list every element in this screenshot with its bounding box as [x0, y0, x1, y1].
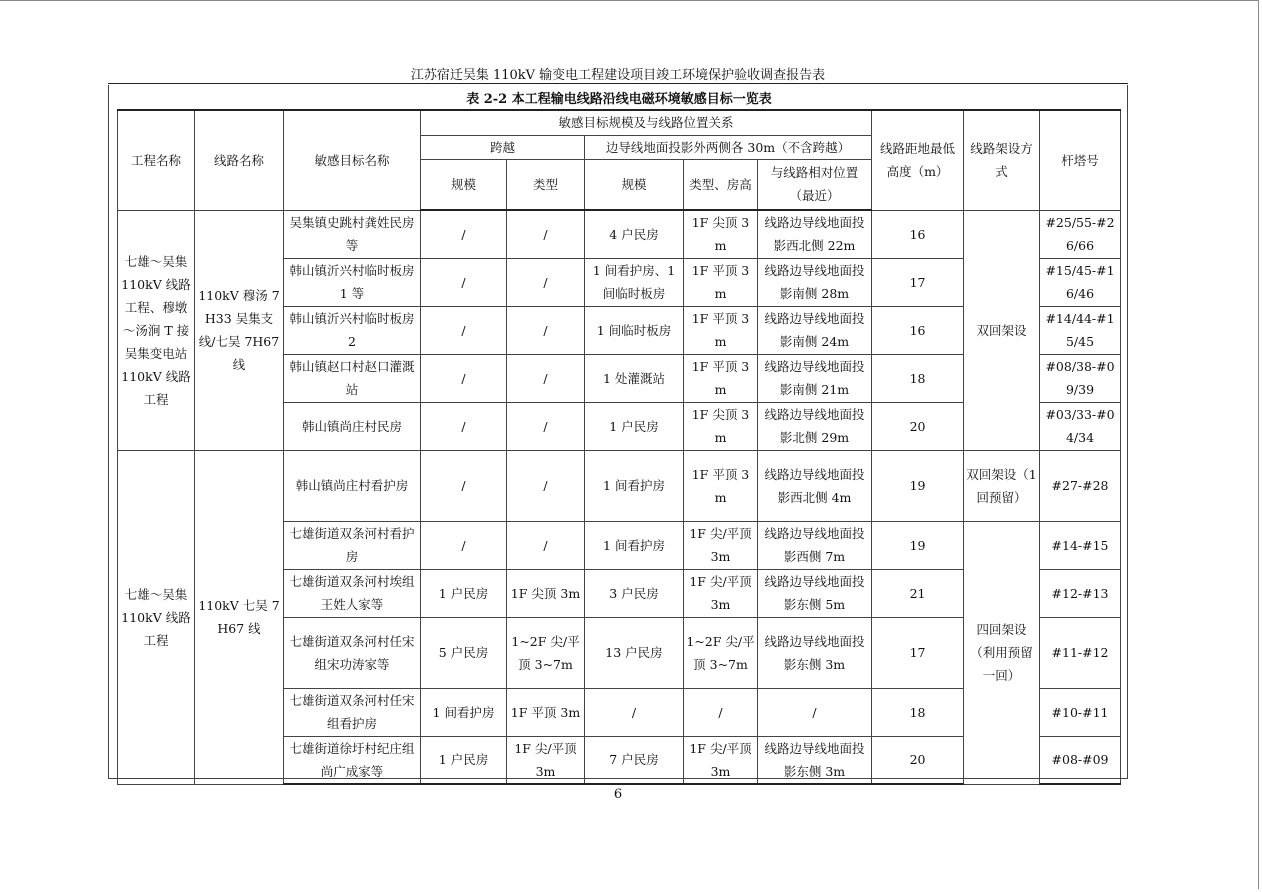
- nearby-scale-cell: 1 间看护房: [585, 450, 684, 521]
- nearby-type-cell: 1F 尖顶 3m: [684, 210, 758, 258]
- nearby-type-cell: 1F 平顶 3m: [684, 450, 758, 521]
- project-name-cell: 七雄～吴集 110kV 线路工程: [118, 450, 195, 784]
- target-cell: 韩山镇沂兴村临时板房 1 等: [284, 258, 421, 306]
- target-cell: 韩山镇赵口村赵口灌溉站: [284, 354, 421, 402]
- position-cell: 线路边导线地面投影东侧 5m: [758, 569, 872, 617]
- nearby-type-cell: 1F 平顶 3m: [684, 306, 758, 354]
- crossing-scale-cell: /: [421, 402, 507, 450]
- position-cell: 线路边导线地面投影东侧 3m: [758, 617, 872, 688]
- col-min-height-header: 线路距地最低高度（m）: [872, 110, 964, 210]
- crossing-scale-cell: /: [421, 450, 507, 521]
- height-cell: 18: [872, 688, 964, 736]
- height-cell: 20: [872, 736, 964, 784]
- table-title: 表 2-2 本工程输电线路沿线电磁环境敏感目标一览表: [466, 92, 772, 107]
- position-cell: 线路边导线地面投影西北侧 4m: [758, 450, 872, 521]
- col-nearby-group-header: 边导线地面投影外两侧各 30m（不含跨越）: [585, 135, 872, 159]
- position-cell: 线路边导线地面投影东侧 3m: [758, 736, 872, 784]
- col-nearby-type-header: 类型、房高: [684, 159, 758, 210]
- nearby-type-cell: 1F 尖/平顶 3m: [684, 569, 758, 617]
- target-cell: 七雄街道双条河村看护房: [284, 521, 421, 569]
- nearby-scale-cell: 1 处灌溉站: [585, 354, 684, 402]
- tower-cell: #08-#09: [1040, 736, 1121, 784]
- tower-cell: #12-#13: [1040, 569, 1121, 617]
- tower-cell: #27-#28: [1040, 450, 1121, 521]
- nearby-type-cell: 1F 尖顶 3m: [684, 402, 758, 450]
- crossing-type-cell: /: [507, 306, 585, 354]
- col-relation-group-header: 敏感目标规模及与线路位置关系: [421, 110, 872, 135]
- nearby-scale-cell: 1 间看护房: [585, 521, 684, 569]
- nearby-scale-cell: /: [585, 688, 684, 736]
- tower-cell: #10-#11: [1040, 688, 1121, 736]
- crossing-type-cell: /: [507, 450, 585, 521]
- crossing-scale-cell: 5 户民房: [421, 617, 507, 688]
- position-cell: 线路边导线地面投影北侧 29m: [758, 402, 872, 450]
- crossing-type-cell: 1F 尖顶 3m: [507, 569, 585, 617]
- position-cell: 线路边导线地面投影南侧 28m: [758, 258, 872, 306]
- crossing-scale-cell: /: [421, 306, 507, 354]
- col-line-header: 线路名称: [195, 110, 284, 210]
- position-cell: 线路边导线地面投影南侧 24m: [758, 306, 872, 354]
- tower-cell: #14-#15: [1040, 521, 1121, 569]
- crossing-type-cell: 1F 尖/平顶 3m: [507, 736, 585, 784]
- line-name-cell: 110kV 七吴 7H67 线: [195, 450, 284, 784]
- crossing-type-cell: 1F 平顶 3m: [507, 688, 585, 736]
- tower-cell: #08/38-#09/39: [1040, 354, 1121, 402]
- target-cell: 韩山镇尚庄村民房: [284, 402, 421, 450]
- crossing-type-cell: /: [507, 521, 585, 569]
- sensitive-targets-table: [117, 109, 1121, 785]
- col-tower-header: 杆塔号: [1040, 110, 1121, 210]
- height-cell: 18: [872, 354, 964, 402]
- nearby-scale-cell: 1 户民房: [585, 402, 684, 450]
- crossing-scale-cell: 1 户民房: [421, 736, 507, 784]
- col-project-header: 工程名称: [118, 110, 195, 210]
- line-name-cell: 110kV 穆汤 7H33 吴集支线/七吴 7H67 线: [195, 210, 284, 450]
- col-erection-header: 线路架设方式: [964, 110, 1040, 210]
- nearby-scale-cell: 7 户民房: [585, 736, 684, 784]
- nearby-type-cell: 1F 平顶 3m: [684, 354, 758, 402]
- position-cell: 线路边导线地面投影西侧 7m: [758, 521, 872, 569]
- nearby-type-cell: 1F 尖/平顶 3m: [684, 521, 758, 569]
- position-cell: 线路边导线地面投影西北侧 22m: [758, 210, 872, 258]
- nearby-type-cell: 1F 尖/平顶 3m: [684, 736, 758, 784]
- nearby-type-cell: 1F 平顶 3m: [684, 258, 758, 306]
- tower-cell: #14/44-#15/45: [1040, 306, 1121, 354]
- height-cell: 17: [872, 617, 964, 688]
- target-cell: 韩山镇沂兴村临时板房 2: [284, 306, 421, 354]
- crossing-type-cell: /: [507, 354, 585, 402]
- col-position-header: 与线路相对位置（最近）: [758, 159, 872, 210]
- header-row-1: [118, 110, 1121, 135]
- project-name-cell: 七雄～吴集 110kV 线路工程、穆墩～汤涧 T 接吴集变电站 110kV 线路工程: [118, 210, 195, 450]
- page-number: 6: [613, 787, 623, 802]
- height-cell: 17: [872, 258, 964, 306]
- crossing-type-cell: 1~2F 尖/平顶 3~7m: [507, 617, 585, 688]
- target-cell: 七雄街道双条河村任宋组看护房: [284, 688, 421, 736]
- target-cell: 七雄街道双条河村任宋组宋功涛家等: [284, 617, 421, 688]
- crossing-scale-cell: 1 间看护房: [421, 688, 507, 736]
- position-cell: /: [758, 688, 872, 736]
- erection-cell: 双回架设（1 回预留）: [964, 450, 1040, 521]
- crossing-scale-cell: /: [421, 521, 507, 569]
- tower-cell: #25/55-#26/66: [1040, 210, 1121, 258]
- crossing-scale-cell: /: [421, 258, 507, 306]
- height-cell: 19: [872, 450, 964, 521]
- crossing-type-cell: /: [507, 210, 585, 258]
- crossing-scale-cell: 1 户民房: [421, 569, 507, 617]
- height-cell: 21: [872, 569, 964, 617]
- crossing-scale-cell: /: [421, 354, 507, 402]
- nearby-type-cell: /: [684, 688, 758, 736]
- height-cell: 19: [872, 521, 964, 569]
- col-crossing-scale-header: 规模: [421, 159, 507, 210]
- nearby-scale-cell: 13 户民房: [585, 617, 684, 688]
- report-header: 江苏宿迁吴集 110kV 输变电工程建设项目竣工环境保护验收调查报告表: [410, 68, 826, 83]
- target-cell: 韩山镇尚庄村看护房: [284, 450, 421, 521]
- height-cell: 20: [872, 402, 964, 450]
- header-rule: [108, 83, 1128, 84]
- tower-cell: #15/45-#16/46: [1040, 258, 1121, 306]
- position-cell: 线路边导线地面投影南侧 21m: [758, 354, 872, 402]
- crossing-type-cell: /: [507, 258, 585, 306]
- table-row: [118, 210, 1121, 258]
- target-cell: 七雄街道徐圩村纪庄组尚广成家等: [284, 736, 421, 784]
- height-cell: 16: [872, 210, 964, 258]
- nearby-scale-cell: 1 间临时板房: [585, 306, 684, 354]
- col-target-header: 敏感目标名称: [284, 110, 421, 210]
- target-cell: 七雄街道双条河村埃组王姓人家等: [284, 569, 421, 617]
- nearby-scale-cell: 3 户民房: [585, 569, 684, 617]
- col-nearby-scale-header: 规模: [585, 159, 684, 210]
- height-cell: 16: [872, 306, 964, 354]
- erection-cell: 四回架设（利用预留一回）: [964, 521, 1040, 784]
- nearby-scale-cell: 1 间看护房、1 间临时板房: [585, 258, 684, 306]
- tower-cell: #03/33-#04/34: [1040, 402, 1121, 450]
- nearby-type-cell: 1~2F 尖/平顶 3~7m: [684, 617, 758, 688]
- table-row: [118, 450, 1121, 521]
- col-crossing-group-header: 跨越: [421, 135, 585, 159]
- target-cell: 吴集镇史跳村龚姓民房等: [284, 210, 421, 258]
- crossing-scale-cell: /: [421, 210, 507, 258]
- col-crossing-type-header: 类型: [507, 159, 585, 210]
- nearby-scale-cell: 4 户民房: [585, 210, 684, 258]
- tower-cell: #11-#12: [1040, 617, 1121, 688]
- crossing-type-cell: /: [507, 402, 585, 450]
- erection-cell: 双回架设: [964, 210, 1040, 450]
